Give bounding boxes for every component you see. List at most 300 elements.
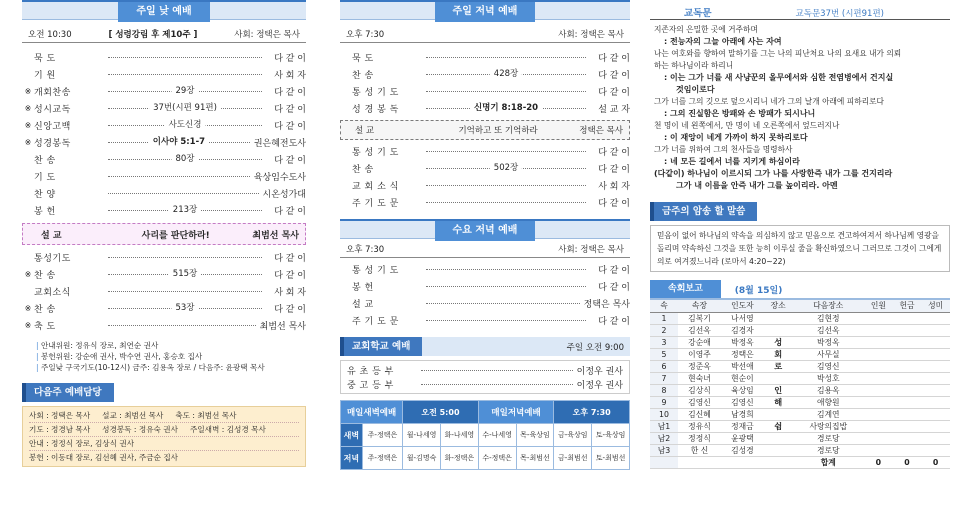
responsive-reading-text	[650, 24, 950, 192]
memory-verse-section	[650, 202, 950, 272]
item-person: 다 같 이	[274, 305, 306, 315]
sunday-evening-column	[340, 0, 630, 528]
service-item	[22, 83, 306, 100]
service-item	[340, 143, 630, 160]
table-cell: 남경희	[721, 408, 764, 420]
item-person: 사 회 자	[274, 288, 306, 298]
dotted-leader	[108, 269, 262, 279]
prayer-leader: 목-최범선	[516, 447, 554, 470]
total-rice: 0	[921, 456, 950, 468]
dotted-leader	[108, 257, 262, 258]
table-cell: 사랑의집밥	[793, 420, 865, 432]
table-cell: 김영신	[721, 396, 764, 408]
table-cell: 정택은	[721, 348, 764, 360]
wednesday-header	[340, 219, 630, 239]
dotted-leader	[426, 320, 586, 321]
service-item	[22, 151, 306, 168]
item-name: 교 회 소 식	[352, 182, 399, 192]
next-week-duty-title: 다음주 예배담당	[22, 383, 114, 402]
table-cell: 정재금	[721, 420, 764, 432]
table-cell	[650, 456, 678, 468]
table-cell	[864, 396, 893, 408]
table-body	[650, 312, 950, 468]
section-title: 주일 낮 예배	[118, 2, 209, 22]
section-title: 수요 저녁 예배	[435, 221, 536, 241]
church-school-title: 교회학교 예배	[340, 337, 422, 356]
school-row	[347, 377, 623, 391]
table-cell: 사무실	[793, 348, 865, 360]
dawn-prayer-title: 매일새벽예배	[341, 401, 403, 424]
item-detail: 502장	[490, 161, 522, 173]
table-cell	[921, 444, 950, 456]
dotted-leader	[108, 154, 262, 164]
item-person: 다 같 이	[274, 207, 306, 217]
item-person: 다 같 이	[598, 165, 630, 175]
item-detail: 29장	[171, 84, 198, 96]
table-row	[650, 372, 950, 384]
duty-row	[29, 423, 299, 437]
table-cell	[864, 384, 893, 396]
table-cell: 애향원	[793, 396, 865, 408]
dotted-leader	[426, 103, 586, 113]
item-person: 다 같 이	[598, 266, 630, 276]
item-name: 주 기 도 문	[352, 317, 399, 327]
table-cell	[921, 408, 950, 420]
table-cell	[721, 456, 764, 468]
table-cell	[921, 348, 950, 360]
item-name: 봉 헌	[352, 283, 374, 293]
service-item	[22, 66, 306, 83]
prayer-leader: 주-정택은	[362, 447, 402, 470]
duty-item: 설교 : 최범선 목사	[102, 411, 164, 420]
dotted-leader	[108, 291, 262, 292]
table-cell: 육상임	[721, 384, 764, 396]
item-name: 찬 송	[352, 71, 374, 81]
note-offering: | 봉헌위원: 강순애 권사, 박수연 권사, 홍승호 집사	[36, 351, 306, 362]
table-cell	[864, 408, 893, 420]
dotted-leader	[108, 205, 262, 215]
service-item	[340, 295, 630, 312]
prayer-leader: 화-정택은	[440, 447, 478, 470]
school-dept: 유 초 등 부	[347, 366, 394, 377]
table-cell: 김경자	[721, 324, 764, 336]
table-cell: 8	[650, 384, 678, 396]
service-item	[22, 134, 306, 151]
item-detail: 사도신경	[165, 118, 206, 130]
table-row	[650, 324, 950, 336]
table-cell	[864, 420, 893, 432]
prayer-row-label: 새벽	[341, 424, 363, 447]
table-row	[650, 432, 950, 444]
dotted-leader	[426, 303, 580, 304]
table-header-row	[650, 300, 950, 312]
dotted-leader	[108, 137, 250, 147]
table-cell: 인	[764, 384, 793, 396]
prayer-leader: 화-나세영	[440, 424, 478, 447]
item-person: 사 회 자	[274, 71, 306, 81]
table-cell: 이영주	[678, 348, 721, 360]
dotted-leader	[421, 370, 573, 371]
table-cell: 김신혜	[678, 408, 721, 420]
dotted-leader	[426, 57, 586, 58]
item-name: 통성기도	[34, 254, 71, 264]
daily-prayer-table	[340, 400, 630, 470]
item-detail: 213장	[169, 203, 201, 215]
duty-row	[29, 451, 299, 464]
dotted-leader	[108, 103, 262, 113]
service-item	[22, 185, 306, 202]
service-item	[340, 177, 630, 194]
table-cell: 강순애	[678, 336, 721, 348]
church-school-time: 주일 오전 9:00	[566, 342, 624, 353]
item-name: 통 성 기 도	[352, 266, 399, 276]
item-person: 다 같 이	[598, 54, 630, 64]
reading-line: : 네 모든 길에서 너를 지키게 하심이라	[664, 157, 800, 166]
service-item	[340, 312, 630, 329]
evening-prayer-title: 매일저녁예배	[478, 401, 554, 424]
liturgical-season: [ 성령강림 후 제10주 ]	[108, 30, 198, 40]
table-cell	[764, 372, 793, 384]
total-row	[650, 456, 950, 468]
item-mark: ※	[24, 104, 32, 113]
item-name: 통 성 기 도	[352, 148, 399, 158]
table-cell	[893, 360, 922, 372]
item-person: 다 같 이	[598, 199, 630, 209]
next-week-duty-section	[22, 383, 306, 467]
duty-item: 봉헌 : 이동대 장로, 김선혜 권사, 주금순 집사	[29, 453, 178, 462]
item-name: 통 성 기 도	[352, 88, 399, 98]
item-name: 설 교	[352, 300, 374, 310]
reading-line: 그가 너를 그의 깃으로 덮으시리니 네가 그의 날개 아래에 피하리로다	[654, 97, 884, 106]
table-cell: 현숙녀	[678, 372, 721, 384]
service-item	[340, 100, 630, 117]
table-row	[650, 408, 950, 420]
item-person: 다 같 이	[598, 283, 630, 293]
prayer-leader: 월-나세영	[403, 424, 441, 447]
item-name: 찬 송	[34, 156, 56, 166]
table-cell: 김선옥	[793, 324, 865, 336]
service-item	[22, 249, 306, 266]
order-of-service-after	[22, 249, 306, 334]
dotted-leader	[108, 303, 262, 313]
table-cell: 남1	[650, 420, 678, 432]
sunday-evening-header	[340, 0, 630, 20]
prayer-row-label: 저녁	[341, 447, 363, 470]
reading-line: 것임이로다	[676, 85, 715, 94]
service-host: 사회: 정택은 목사	[234, 30, 300, 40]
table-cell	[864, 432, 893, 444]
sermon-box	[22, 223, 306, 245]
item-detail: 37번(시편 91편)	[149, 101, 221, 113]
item-name: 묵 도	[352, 54, 374, 64]
table-cell: 한 신	[678, 444, 721, 456]
responsive-reading-title: 교독문	[684, 8, 712, 19]
total-people: 0	[864, 456, 893, 468]
reading-line: : 이 재앙이 네게 가까이 하지 못하리로다	[664, 133, 808, 142]
item-detail: 80장	[171, 152, 198, 164]
dotted-leader	[426, 286, 586, 287]
service-host: 사회: 정택은 목사	[558, 30, 624, 40]
service-host: 사회: 정택은 목사	[558, 245, 624, 255]
duty-item: 안내 : 정정식 장로, 김상식 권사	[29, 439, 135, 448]
table-cell: 김성경	[721, 444, 764, 456]
table-cell: 쉼	[764, 420, 793, 432]
service-item	[22, 100, 306, 117]
prayer-leader: 금-최범선	[554, 447, 592, 470]
column-header: 속	[650, 300, 678, 312]
table-row	[650, 348, 950, 360]
table-cell	[921, 396, 950, 408]
table-cell	[921, 372, 950, 384]
service-item	[340, 278, 630, 295]
memory-verse-title: 금주의 암송 할 말씀	[650, 202, 757, 221]
table-cell	[921, 324, 950, 336]
duty-item: 기도 : 정경남 목사	[29, 425, 91, 434]
column-header: 다음장소	[793, 300, 865, 312]
item-person: 다 같 이	[598, 317, 630, 327]
dawn-prayer-row	[341, 424, 630, 447]
item-mark: ※	[24, 321, 32, 330]
table-row	[650, 312, 950, 324]
item-mark: ※	[24, 270, 32, 279]
sermon-label: 설 교	[41, 230, 62, 241]
table-cell: 박성호	[793, 372, 865, 384]
service-item	[340, 66, 630, 83]
item-name: 신앙고백	[34, 122, 71, 132]
school-row	[347, 363, 623, 377]
dotted-leader	[108, 120, 262, 130]
dotted-leader	[108, 325, 256, 326]
table-row	[650, 336, 950, 348]
reading-line: 그가 내 이름을 안즉 내가 그를 높이리라. 아멘	[676, 181, 838, 190]
item-name: 성 경 봉 독	[352, 105, 399, 115]
prayer-leader: 수-나세영	[478, 424, 516, 447]
item-person: 다 같 이	[598, 71, 630, 81]
table-cell	[764, 456, 793, 468]
item-name: 축 도	[34, 322, 56, 332]
section-title: 주일 저녁 예배	[435, 2, 536, 22]
prayer-leader: 토-육상임	[592, 424, 630, 447]
evening-prayer-row	[341, 447, 630, 470]
table-cell	[921, 384, 950, 396]
cell-report-date: (8월 15일)	[734, 285, 783, 296]
sermon-label: 설 교	[355, 126, 375, 136]
table-cell: 김현정	[793, 312, 865, 324]
prayer-leader: 금-육상임	[554, 424, 592, 447]
table-cell	[864, 372, 893, 384]
service-time: 오후 7:30	[346, 30, 385, 40]
table-cell	[921, 360, 950, 372]
dotted-leader	[108, 176, 250, 177]
item-person: 육상임수도사	[253, 173, 306, 183]
item-detail: 이사야 5:1-7	[149, 135, 209, 147]
table-cell	[893, 408, 922, 420]
duty-row	[29, 409, 299, 423]
responsive-reading-header	[650, 0, 950, 20]
table-cell	[764, 432, 793, 444]
table-cell: 정준옥	[678, 360, 721, 372]
service-meta	[22, 28, 306, 43]
service-item	[340, 160, 630, 177]
column-header: 성미	[921, 300, 950, 312]
column-header: 헌금	[893, 300, 922, 312]
dotted-leader	[421, 384, 573, 385]
item-detail: 53장	[171, 301, 198, 313]
cell-report-title: 속회보고	[650, 280, 721, 298]
reading-line: : 전능자의 그늘 아래에 사는 자여	[664, 37, 782, 46]
wednesday-order	[340, 261, 630, 329]
item-person: 다 같 이	[274, 122, 306, 132]
item-name: 묵 도	[34, 54, 56, 64]
total-offering: 0	[893, 456, 922, 468]
duty-item: 주일새벽 : 김성경 목사	[189, 425, 266, 434]
item-name: 찬 양	[34, 190, 56, 200]
table-cell	[893, 348, 922, 360]
dotted-leader	[426, 202, 586, 203]
column-header: 인도자	[721, 300, 764, 312]
item-detail: 515장	[169, 267, 201, 279]
reading-line: : 이는 그가 너를 새 사냥꾼의 올무에서와 심한 전염병에서 건지실	[664, 73, 894, 82]
service-item	[340, 194, 630, 211]
table-row	[650, 360, 950, 372]
item-name: 기 도	[34, 173, 56, 183]
item-name: 봉 헌	[34, 207, 56, 217]
order-of-service	[340, 49, 630, 117]
item-name: 개회찬송	[34, 88, 71, 98]
table-cell: 9	[650, 396, 678, 408]
dotted-leader	[108, 74, 262, 75]
table-cell: 3	[650, 336, 678, 348]
service-item	[340, 83, 630, 100]
church-school-header	[340, 337, 630, 356]
duty-row	[29, 437, 299, 451]
table-cell	[764, 312, 793, 324]
note-prayer: | 주일낮 구국기도(10-12시) 금주: 김용옥 장로 / 다음주: 윤광택 목사	[36, 362, 306, 373]
service-item	[22, 283, 306, 300]
sermon-preacher: 최범선 목사	[252, 230, 299, 241]
table-cell: 김용옥	[793, 384, 865, 396]
table-cell	[678, 456, 721, 468]
church-school-box	[340, 360, 630, 394]
sunday-morning-header	[22, 0, 306, 20]
item-mark: ※	[24, 87, 32, 96]
service-item	[340, 49, 630, 66]
cell-report-header	[650, 280, 950, 300]
dotted-leader	[426, 91, 586, 92]
item-person: 다 같 이	[274, 271, 306, 281]
table-cell	[893, 372, 922, 384]
table-row	[650, 420, 950, 432]
table-cell: 김영신	[793, 360, 865, 372]
column-header: 속장	[678, 300, 721, 312]
table-row	[650, 384, 950, 396]
table-cell	[893, 336, 922, 348]
table-cell: 6	[650, 360, 678, 372]
responsive-reading-subtitle: 교독문37번 (시편91편)	[795, 9, 884, 19]
service-item	[22, 266, 306, 283]
sermon-title: 기억하고 또 기억하라	[458, 126, 538, 136]
prayer-leader: 토-최범선	[592, 447, 630, 470]
item-person: 최범선 목사	[259, 322, 306, 332]
table-cell: 2	[650, 324, 678, 336]
reading-line: 하는 하나님이라 하리니	[654, 61, 734, 70]
table-cell: 윤광택	[721, 432, 764, 444]
service-item	[22, 300, 306, 317]
table-cell: 나서영	[721, 312, 764, 324]
service-item	[22, 202, 306, 219]
table-cell: 김계연	[793, 408, 865, 420]
table-cell: 경로당	[793, 432, 865, 444]
table-cell	[893, 312, 922, 324]
item-person: 설 교 자	[598, 105, 630, 115]
item-person: 다 같 이	[274, 156, 306, 166]
order-of-service	[22, 49, 306, 219]
table-cell: 로	[764, 360, 793, 372]
dotted-leader	[426, 69, 586, 79]
service-meta	[340, 243, 630, 258]
item-name: 성시교독	[34, 105, 71, 115]
sermon-box	[340, 120, 630, 140]
table-cell: 10	[650, 408, 678, 420]
table-cell	[893, 420, 922, 432]
prayer-leader: 수-정택은	[478, 447, 516, 470]
table-cell	[764, 444, 793, 456]
duty-item: 축도 : 최범선 목사	[175, 411, 237, 420]
table-cell	[764, 324, 793, 336]
reading-line: 나는 여호와를 향하여 말하기를 그는 나의 피난처요 나의 요새요 내가 의뢰	[654, 49, 902, 58]
service-item	[22, 49, 306, 66]
item-mark: ※	[24, 304, 32, 313]
table-row	[650, 396, 950, 408]
column-header: 인원	[864, 300, 893, 312]
sunday-morning-column	[22, 0, 306, 528]
school-dept: 중 고 등 부	[347, 380, 394, 391]
table-cell	[864, 324, 893, 336]
table-cell	[893, 324, 922, 336]
dotted-leader	[426, 151, 586, 152]
cell-report-table	[650, 300, 950, 469]
service-item	[22, 117, 306, 134]
table-cell	[921, 420, 950, 432]
dotted-leader	[108, 193, 259, 194]
dotted-leader	[108, 86, 262, 96]
item-detail: 신명기 8:18-20	[470, 101, 542, 113]
note-usher: | 안내위원: 정유식 장로, 최연순 권사	[36, 340, 306, 351]
item-name: 주 기 도 문	[352, 199, 399, 209]
item-person: 다 같 이	[598, 148, 630, 158]
item-name: 기 원	[34, 71, 56, 81]
table-cell: 5	[650, 348, 678, 360]
prayer-leader: 주-정택은	[362, 424, 402, 447]
table-cell	[864, 336, 893, 348]
table-cell: 회	[764, 348, 793, 360]
next-week-duty-box	[22, 406, 306, 467]
column-header: 장소	[764, 300, 793, 312]
item-mark: ※	[24, 138, 32, 147]
reading-line: 그가 너를 위하여 그의 천사들을 명령하사	[654, 145, 793, 154]
item-person: 다 같 이	[274, 254, 306, 264]
table-cell: 남2	[650, 432, 678, 444]
service-item	[22, 168, 306, 185]
table-cell	[893, 384, 922, 396]
item-person: 다 같 이	[274, 88, 306, 98]
item-name: 성경봉독	[34, 139, 71, 149]
duty-item: 성경봉독 : 정유숙 권사	[102, 425, 178, 434]
table-cell: 정정식	[678, 432, 721, 444]
item-name: 찬 송	[352, 165, 374, 175]
prayer-leader: 월-김명숙	[403, 447, 441, 470]
table-row	[650, 444, 950, 456]
